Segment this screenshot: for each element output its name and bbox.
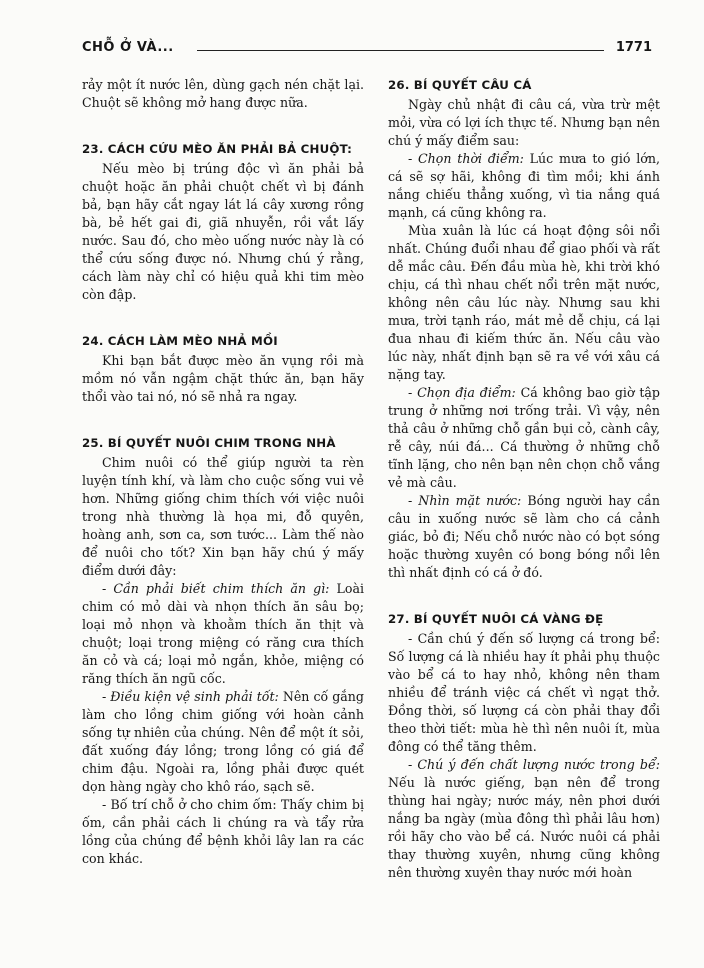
item-text: Loài chim có mỏ dài và nhọn thích ăn sâu bọ; loại mỏ nhọn và khoằm thích ăn thịt và chuột; loại trong miệng có răng cưa thích ăn cỏ và cá; loại mỏ ngắn, khỏe, miệng có răng thích ăn ngũ cốc.: [82, 581, 364, 686]
item-text: trong bể: Số lượng cá là nhiều hay ít phải phụ thuộc vào bể cá to hay nhỏ, không nên tham nhiều để tránh việc cá chết vì ngạt thở. Đồng thời, số lượng cá còn phải thay đổi theo thời tiết: mùa hè thì nên nuôi ít, mùa đông có thể tăng thêm.: [388, 631, 660, 754]
section-25-item-food: [82, 580, 364, 688]
item-label: - Chú ý đến chất lượng nước trong bể:: [408, 757, 660, 772]
section-26-item-timing: [388, 150, 660, 222]
item-text: Cá không bao giờ tập trung ở những nơi trống trải. Vì vậy, nên thả câu ở những chỗ gần bụi cỏ, cành cây, rễ cây, núi đá... Cá thường ở những chỗ tĩnh lặng, cho nên bạn nên chọn chỗ vắng vẻ mà câu.: [388, 385, 660, 490]
item-text: Nên cố gắng làm cho lồng chim giống với hoàn cảnh sống tự nhiên của chúng. Nên để một ít sỏi, đất xuống đáy lồng; trong lồng có giá để chim đậu. Ngoài ra, lồng phải được quét dọn hàng ngày cho khô ráo, sạch sẽ.: [82, 689, 364, 794]
section-23-heading: 23. CÁCH CỨU MÈO ĂN PHẢI BẢ CHUỘT:: [82, 142, 353, 156]
item-text: Nếu là nước giếng, bạn nên để trong thùng hai ngày; nước máy, nên phơi dưới nắng ba ngày (mùa đông thì phải lâu hơn) rồi hãy cho vào bể cá. Nước nuôi cá phải thay thường xuyên, nhưng cũng không nên thường xuyên thay nước mới hoàn: [388, 775, 660, 880]
item-text: Bóng người hay cần câu in xuống nước sẽ làm cho cá cảnh giác, bỏ đi; Nếu chỗ nước nào có bọt sóng hoặc thường xuyên có bong bóng nổi lên thì nhất định có cá ở đó.: [388, 493, 660, 580]
section-26-heading: 26. BÍ QUYẾT CÂU CÁ: [388, 78, 532, 92]
section-27-item-quantity: [388, 630, 660, 756]
section-26-item-water-surface: [388, 492, 660, 582]
section-25-heading: 25. BÍ QUYẾT NUÔI CHIM TRONG NHÀ: [82, 436, 336, 450]
item-label: - Nhìn mặt nước:: [408, 493, 522, 508]
section-24-body: Khi bạn bắt được mèo ăn vụng rồi mà mồm nó vẫn ngậm chặt thức ăn, bạn hãy thổi vào tai nó, nó sẽ nhả ra ngay.: [82, 353, 364, 404]
item-label: - Cần phải biết chim thích ăn gì:: [102, 581, 330, 596]
right-column: [388, 76, 660, 882]
section-26-seasons-paragraph: Mùa xuân là lúc cá hoạt động sôi nổi nhất. Chúng đuổi nhau để giao phối và rất dễ mắc câu. Đến đầu mùa hè, khi trời khó chịu, cá thì nhau chết nổi trên mặt nước, không nên câu lúc này. Nhưng sau khi mưa, trời tạnh ráo, mát mẻ dễ chịu, cá lại đua nhau đi kiếm thức ăn. Nếu câu vào lúc này, nhất định bạn sẽ ra về với xâu cá nặng tay.: [388, 223, 660, 382]
page-number: 1771: [615, 40, 652, 55]
item-text: Lúc mưa to gió lớn, cá sẽ sợ hãi, không đi tìm mồi; khi ánh nắng chiếu thẳng xuống, vì tia nắng quá mạnh, cá cũng không ra.: [388, 151, 660, 220]
continued-paragraph: rảy một ít nước lên, dùng gạch nén chặt lại. Chuột sẽ không mở hang được nữa.: [82, 77, 364, 110]
header-rule: [197, 50, 604, 51]
running-title: CHỖ Ở VÀ...: [82, 40, 174, 55]
section-24-heading: 24. CÁCH LÀM MÈO NHẢ MỒI: [82, 334, 278, 348]
left-column: [82, 76, 364, 868]
section-27-heading: 27. BÍ QUYẾT NUÔI CÁ VÀNG ĐẸ: [388, 612, 604, 626]
item-label: - Chọn địa điểm:: [408, 385, 516, 400]
section-27-item-water-quality: [388, 756, 660, 882]
section-26-item-location: [388, 384, 660, 492]
page-header: [82, 40, 652, 62]
item-label: - Chọn thời điểm:: [408, 151, 524, 166]
section-25-item-sick-bird: - Bố trí chỗ ở cho chim ốm: Thấy chim bị ốm, cần phải cách li chúng ra và tẩy rửa lồng của chúng để bệnh khỏi lây lan ra các con khác.: [82, 797, 364, 866]
section-25-body: Chim nuôi có thể giúp người ta rèn luyện tính khí, và làm cho cuộc sống vui vẻ hơn. Những giống chim thích với việc nuôi trong nhà thường là họa mi, đỗ quyên, hoàng anh, sơn ca, sơn tước... Làm thế nào để nuôi cho tốt? Xin bạn hãy chú ý mấy điểm dưới đây:: [82, 455, 364, 578]
section-23-body: Nếu mèo bị trúng độc vì ăn phải bả chuột hoặc ăn phải chuột chết vì bị đánh bả, bạn hãy cắt ngay lát lá cây xương rồng bà, bẻ hết gai đi, giã nhuyễn, rồi vắt lấy nước. Sau đó, cho mèo uống nước này là có thể cứu sống được nó. Nhưng chú ý rằng, cách làm này chỉ có hiệu quả khi tim mèo còn đập.: [82, 161, 364, 302]
section-25-item-hygiene: [82, 688, 364, 796]
item-label: - Điều kiện vệ sinh phải tốt:: [102, 689, 279, 704]
item-label: - Cần chú ý đến số lượng cá: [408, 631, 595, 646]
section-26-body: Ngày chủ nhật đi câu cá, vừa trừ mệt mỏi, vừa có lợi ích thực tế. Nhưng bạn nên chú ý mấy điểm sau:: [388, 97, 660, 148]
